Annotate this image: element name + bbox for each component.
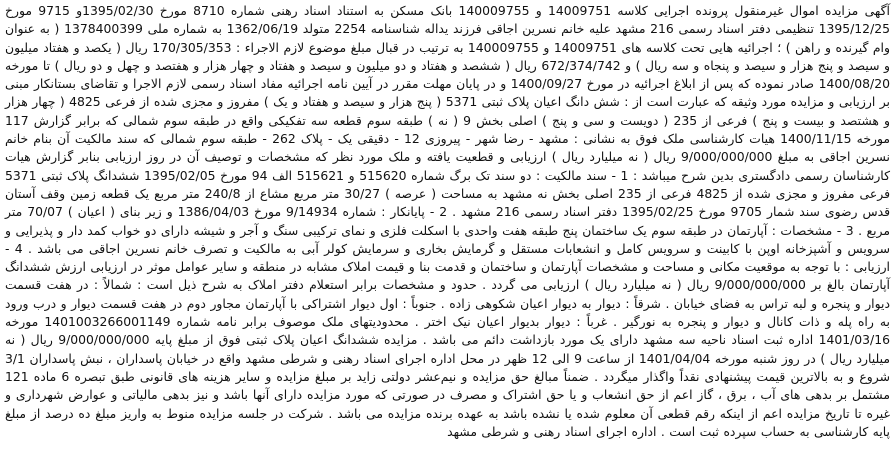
auction-notice-body: آگهی مزایده اموال غیرمنقول پرونده اجرایی کلاسه 14009751 و 140009755 بانک مسکن به استناد اسناد رهنی شماره 8710 مورخ 1395/02/30و 9715 مورخ 1395/12/25 تنظیمی دفتر اسناد رسمی 216 مشهد علیه خانم نسرین اجاقی فرزند یداله شناسنامه 2254 متولد 1362/06/19 به شماره ملی 1378400399 ( به عنوان وام گیرنده و راهن ) ؛ اجرائیه هایی تحت کلاسه های 14009751 و 140009755 به ترتیب در قبال مبلغ موضوع لازم الاجراء : 170/305/353 ریال ( یکصد و هفتاد میلیون و سیصد و پنج هزار و سیصد و پنجاه و سه ریال ) و 672/374/742 ریال ( ششصد و هفتاد و دو میلیون و سیصد و هفتاد و چهار هزار و هفتصد و چهل و دو ریال ) تا مورخه 1400/08/20 صادر نموده که پس از ابلاغ اجرائیه در مورخ 1400/09/27 و در پایان مهلت مقرر در آیین نامه اجرائیه مفاد اسناد رسمی لازم الاجرا و تقاضای بستانکار مبنی بر ارزیابی و مزایده مورد وثیقه که عبارت است از : شش دانگ اعیان پلاک ثبتی 5371 ( پنج هزار و سیصد و هفتاد و یک ) مفروز و مجزی شده از فرعی 4825 ( چهار هزار و هشتصد و بیست و پنج ) فرعی از 235 ( دویست و سی و پنج ) اصلی بخش 9 ( نه ) طبقه سوم قطعه سه تفکیکی واقع در طبقه سوم شمالی که برابر گزارش 117 مورخه 1400/11/15 هیات کارشناسی ملک فوق به نشانی : مشهد - رضا شهر - پیروزی 12 - دقیقی یک - پلاک 262 - طبقه سوم شمالی که سند مالکیت آن بنام خانم نسرین اجاقی به مبلغ 9/000/000/000 ریال ( نه میلیارد ریال ) ارزیابی و قطعیت یافته و ملک مورد نظر که مشخصات و توصیف آن در روز ارزیابی بنابر گزارش هیات کارشناسان رسمی دادگستری بدین شرح میباشد : 1 - سند مالکیت : دو سند تک برگ شماره 515620 و 515621 الف 94 مورخ 1395/02/05 ششدانگ پلاک ثبتی 5371 فرعی مفروز و مجزی شده از 4825 فرعی از 235 اصلی بخش نه مشهد به مساحت ( عرصه ) 30/27 متر مربع مشاع از 240/8 متر مربع یک قطعه زمین وقف آستان قدس رضوی سند شمار 9705 مورخ 1395/02/25 دفتر اسناد رسمی 216 مشهد . 2 - پایانکار : شماره 9/14934 مورخ 1386/04/03 و زیر بنای ( اعیان ) 70/07 متر مربع . 3 - مشخصات : آپارتمان در طبقه سوم یک ساختمان پنج طبقه هفت واحدی با اسکلت فلزی و نمای ترکیبی سنگ و آجر و شیشه دارای دو خواب کمد دار و پذیرایی و سرویس و آشپزخانه اوپن با کابینت و سرویس کامل و انشعابات مستقل و گرمایش بخاری و سرمایش کولر آبی به مالکیت و تصرف خانم نسرین اجاقی می باشد . 4 - ارزیابی : با توجه به موقعیت مکانی و مساحت و مشخصات آپارتمان و ساختمان و قدمت بنا و قیمت املاک مشابه در منطقه و سایر عوامل موثر در ارزیابی ارزش ششدانگ آپارتمان بالغ بر 9/000/000/000 ریال ( نه میلیارد ریال ) ارزیابی می گردد . حدود و مشخصات برابر استعلام دفتر املاک به شرح ذیل است : شمالاً : در هفت قسمت دیوار و پنجره و لبه تراس به فضای خیابان . شرقاً : دیوار به دیوار اعیان شکوهی زاده . جنوباً : اول دیوار اشتراکی با آپارتمان مجاور دوم در هفت قسمت دیوار و درب ورود به راه پله و ذات کانال و دیوار و پنجره به نورگیر . غرباً : دیوار بدیوار اعیان نیک اختر . محدودیتهای ملک موصوف برابر نامه شماره 1401003266001149 مورخه 1401/03/16 اداره ثبت اسناد ناحیه سه مشهد دارای یک مورد بازداشت دائم می باشد . مزایده ششدانگ اعیان پلاک ثبتی فوق از مبلغ پایه 9/000/000/000 ریال ( نه میلیارد ریال ) در روز شنبه مورخه 1401/04/04 از ساعت 9 الی 12 ظهر در محل اداره اجرای اسناد رهنی و شرطی مشهد واقع در خیابان پاسداران ، نبش پاسداران 3/1 شروع و به بالاترین قیمت پیشنهادی نقداً واگذار میگردد . ضمناً مبالغ حق مزایده و نیم‌عشر دولتی زاید بر مبلغ مزایده و سایر هزینه های قانونی طبق تبصره 6 ماده 121 مشتمل بر بدهی های آب ، برق ، گاز اعم از حق انشعاب و یا حق اشتراک و مصرف در صورتی که مورد مزایده دارای آنها باشد و نیز بدهی مالیاتی و عوارض شهرداری و غیره تا تاریخ مزایده اعم از اینکه رقم قطعی آن معلوم شده یا نشده باشد به عهده برنده مزایده می باشد . شرکت در جلسه مزایده منوط به واریز مبلغ ده درصد از مبلغ پایه کارشناسی به حساب سپرده ثبت است . اداره اجرای اسناد رهنی و شرطی مشهد: [5, 3, 891, 439]
auction-notice: [5, 0, 890, 441]
